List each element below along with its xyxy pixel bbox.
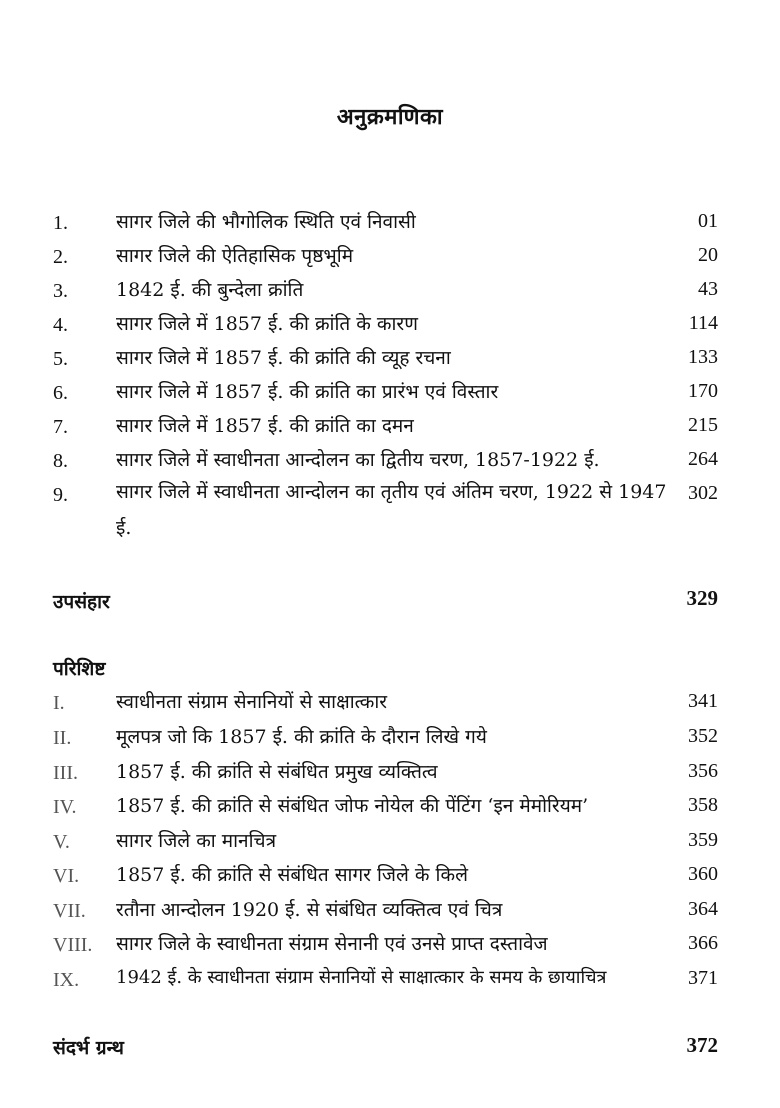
entry-number: 2. — [53, 246, 68, 268]
entry-title: सागर जिले में स्वाधीनता आन्दोलन का द्वितीय चरण, 1857-1922 ई. — [116, 449, 600, 471]
page-title: अनुक्रमणिका — [336, 104, 444, 130]
entry-title: सागर जिले में 1857 ई. की क्रांति की व्यूह रचना — [116, 347, 451, 369]
entry-page: 356 — [688, 760, 718, 782]
entry-page: 133 — [688, 346, 718, 368]
entry-page: 359 — [688, 829, 718, 851]
entry-page: 352 — [688, 725, 718, 747]
entry-number: II. — [53, 727, 72, 749]
appendix-entry[interactable] — [0, 721, 780, 755]
entry-title: सागर जिले की भौगोलिक स्थिति एवं निवासी — [116, 211, 416, 233]
entry-number: V. — [53, 831, 70, 853]
entry-number: 7. — [53, 416, 68, 438]
entry-page: 364 — [688, 898, 718, 920]
entry-title: सागर जिले में स्वाधीनता आन्दोलन का तृतीय एवं अंतिम चरण, 1922 से 1947 ई. — [116, 481, 667, 539]
entry-number: VII. — [53, 900, 86, 922]
entry-number: VI. — [53, 865, 80, 887]
entry-number: VIII. — [53, 934, 93, 956]
entry-title: 1842 ई. की बुन्देला क्रांति — [116, 279, 304, 301]
entry-page: 114 — [688, 312, 718, 334]
entry-page: 20 — [698, 244, 718, 266]
bibliography-page: 372 — [686, 1033, 718, 1057]
bibliography-heading[interactable]: संदर्भ ग्रन्थ — [53, 1037, 124, 1059]
entry-number: III. — [53, 762, 78, 784]
appendix-heading: परिशिष्ट — [53, 658, 106, 680]
entry-title: मूलपत्र जो कि 1857 ई. की क्रांति के दौरान लिखे गये — [116, 726, 487, 748]
entry-number: IV. — [53, 796, 77, 818]
appendix-entry[interactable] — [0, 825, 780, 859]
toc-entry[interactable] — [0, 478, 780, 548]
entry-page: 215 — [688, 414, 718, 436]
conclusion-page: 329 — [686, 586, 718, 610]
entry-page: 366 — [688, 932, 718, 954]
entry-title: सागर जिले का मानचित्र — [116, 830, 277, 852]
entry-title: सागर जिले के स्वाधीनता संग्राम सेनानी एवं उनसे प्राप्त दस्तावेज — [116, 933, 548, 955]
entry-number: 5. — [53, 348, 68, 370]
appendix-entry[interactable] — [0, 686, 780, 720]
toc-entry[interactable] — [0, 308, 780, 342]
entry-page: 43 — [698, 278, 718, 300]
entry-title: 1857 ई. की क्रांति से संबंधित जोफ नोयेल की पेंटिंग ‘इन मेमोरियम’ — [116, 795, 589, 817]
appendix-entry[interactable] — [0, 859, 780, 893]
entry-number: 9. — [53, 484, 68, 506]
entry-title: सागर जिले में 1857 ई. की क्रांति का दमन — [116, 415, 414, 437]
toc-entry[interactable] — [0, 274, 780, 308]
entry-number: 6. — [53, 382, 68, 404]
entry-page: 264 — [688, 448, 718, 470]
entry-page: 358 — [688, 794, 718, 816]
entry-title: 1857 ई. की क्रांति से संबंधित सागर जिले के किले — [116, 864, 468, 886]
entry-number: I. — [53, 692, 65, 714]
toc-entry[interactable] — [0, 410, 780, 444]
toc-entry[interactable] — [0, 444, 780, 478]
entry-number: IX. — [53, 969, 80, 991]
entry-title: 1942 ई. के स्वाधीनता संग्राम सेनानियों से साक्षात्कार के समय के छायाचित्र — [116, 967, 607, 988]
entry-number: 3. — [53, 280, 68, 302]
entry-page: 341 — [688, 690, 718, 712]
entry-title: सागर जिले में 1857 ई. की क्रांति के कारण — [116, 313, 418, 335]
appendix-entry[interactable] — [0, 756, 780, 790]
toc-entry[interactable] — [0, 342, 780, 376]
toc-entry[interactable] — [0, 376, 780, 410]
entry-number: 1. — [53, 212, 68, 234]
entry-page: 302 — [688, 482, 718, 504]
toc-entry[interactable] — [0, 240, 780, 274]
appendix-entry[interactable] — [0, 790, 780, 824]
entry-title: रतौना आन्दोलन 1920 ई. से संबंधित व्यक्तित्व एवं चित्र — [116, 899, 503, 921]
appendix-entry[interactable] — [0, 963, 780, 997]
conclusion-heading[interactable]: उपसंहार — [53, 591, 110, 613]
entry-page: 170 — [688, 380, 718, 402]
entry-title: 1857 ई. की क्रांति से संबंधित प्रमुख व्यक्तित्व — [116, 761, 438, 783]
appendix-entry[interactable] — [0, 894, 780, 928]
entry-page: 360 — [688, 863, 718, 885]
entry-number: 4. — [53, 314, 68, 336]
entry-title: स्वाधीनता संग्राम सेनानियों से साक्षात्कार — [116, 691, 388, 713]
toc-entry[interactable] — [0, 206, 780, 240]
entry-number: 8. — [53, 450, 68, 472]
entry-page: 01 — [698, 210, 718, 232]
entry-title: सागर जिले की ऐतिहासिक पृष्ठभूमि — [116, 245, 354, 267]
entry-title: सागर जिले में 1857 ई. की क्रांति का प्रारंभ एवं विस्तार — [116, 381, 499, 403]
appendix-entry[interactable] — [0, 928, 780, 962]
entry-page: 371 — [688, 967, 718, 989]
